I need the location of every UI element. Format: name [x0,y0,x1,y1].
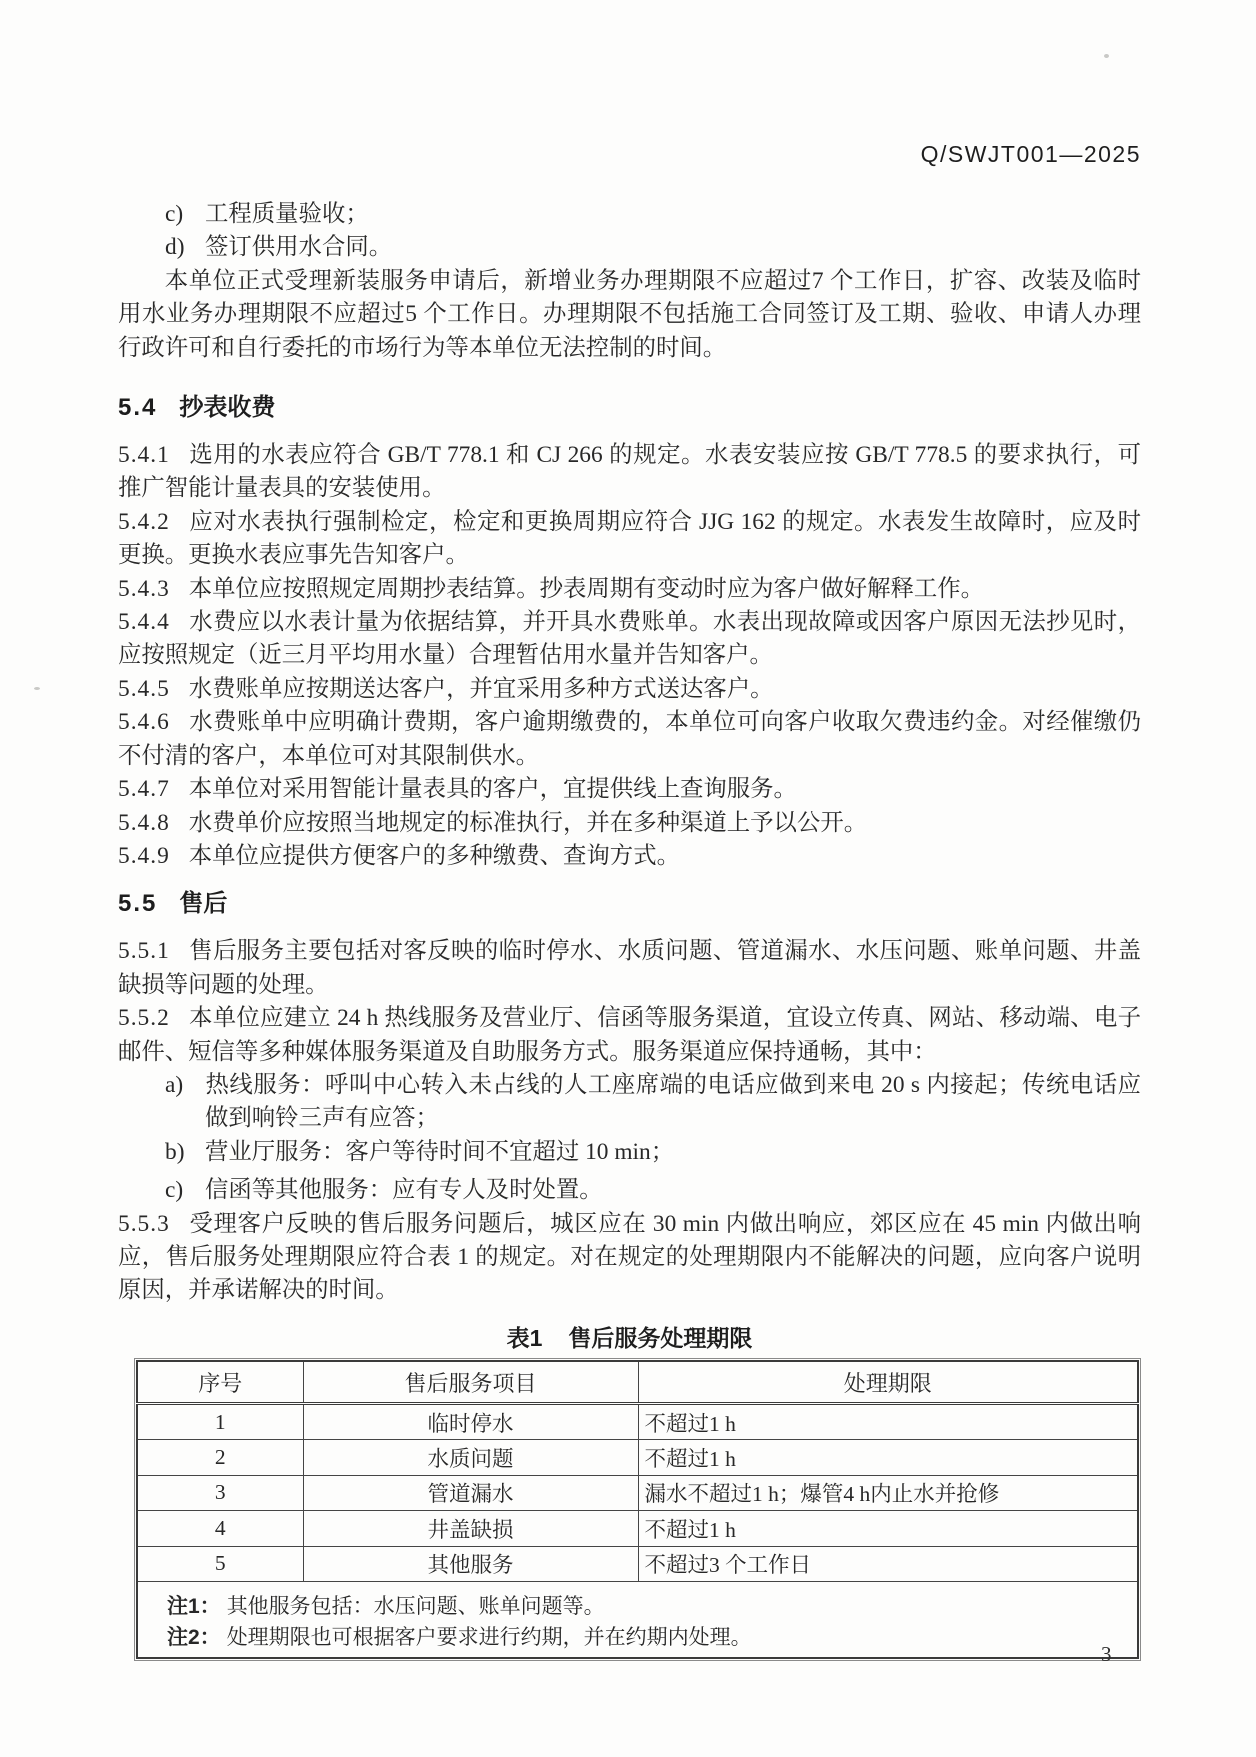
list-item-label: c) [165,201,184,227]
clause-text: 售后服务主要包括对客反映的临时停水、水质问题、管道漏水、水压问题、账单问题、井盖缺损等问题的处理。 [118,938,1141,998]
note-text: 处理期限也可根据客户要求进行约期，并在约期内处理。 [226,1624,752,1649]
clause-number: 5.4.4 [118,609,170,636]
clause-number: 5.4.7 [118,776,170,803]
clause-text: 本单位应建立 24 h 热线服务及营业厅、信函等服务渠道，宜设立传真、网站、移动端、电子邮件、短信等多种媒体服务渠道及自助服务方式。服务渠道应保持通畅，其中： [118,1005,1141,1065]
table-note-2 [167,1622,1127,1653]
note-label: 注1： [167,1594,221,1618]
note-label: 注2： [167,1625,221,1649]
table-title-text: 售后服务处理期限 [568,1325,753,1351]
list-item-d [118,231,1141,264]
list-item-label: b) [165,1138,185,1165]
table-header-row [137,1361,1138,1404]
clause-5-4-9 [118,840,1141,873]
clause-5-4-4 [118,606,1141,673]
clause-text: 水费账单应按期送达客户，并宜采用多种方式送达客户。 [188,675,774,702]
document-body [118,198,1141,1308]
table-cell-index: 2 [137,1440,303,1475]
clause-number: 5.4.3 [118,575,170,602]
table-header-deadline: 处理期限 [638,1361,1138,1404]
table-cell-service: 水质问题 [303,1440,638,1475]
note-text: 其他服务包括：水压问题、账单问题等。 [226,1593,605,1618]
list-item-text: 热线服务：呼叫中心转入未占线的人工座席端的电话应做到来电 20 s 内接起；传统电话应做到响铃三声有应答； [205,1071,1141,1132]
clause-text: 水费账单中应明确计费期，客户逾期缴费的，本单位可向客户收取欠费违约金。对经催缴仍不付清的客户，本单位可对其限制供水。 [118,709,1141,769]
scan-speck [34,687,40,690]
clause-number: 5.4.2 [118,508,170,535]
doc-number: Q/SWJT001—2025 [920,141,1141,167]
table-note-1 [167,1591,1127,1622]
clause-number: 5.5.1 [118,938,170,965]
list-item-text: 工程质量验收； [205,201,369,227]
table-cell-service: 井盖缺损 [303,1511,638,1546]
table-cell-index: 4 [137,1511,303,1546]
clause-5-4-8 [118,807,1141,840]
list-item-label: d) [165,234,185,261]
clause-5-4-1 [118,439,1141,506]
sublist-item-b [118,1136,1141,1169]
scan-speck [1104,54,1109,58]
table-cell-service: 管道漏水 [303,1475,638,1510]
table-row [137,1546,1138,1581]
clause-text: 本单位应提供方便客户的多种缴费、查询方式。 [188,842,680,869]
intro-paragraph: 本单位正式受理新装服务申请后，新增业务办理期限不应超过7 个工作日，扩容、改装及临时用水业务办理期限不应超过5 个工作日。办理期限不包括施工合同签订及工期、验收、申请人办理行政许可和自行委托的市场行为等本单位无法控制的时间。 [118,267,1141,361]
clause-5-4-2 [118,506,1141,573]
table-notes-cell [137,1581,1138,1658]
list-item-text: 信函等其他服务：应有专人及时处置。 [205,1177,603,1204]
clause-number: 5.4.5 [118,675,170,702]
table-cell-index: 1 [137,1404,303,1440]
sublist-item-a [118,1069,1141,1136]
section-number: 5.5 [118,890,158,918]
table-cell-deadline: 不超过1 h [638,1440,1138,1475]
clause-5-4-3 [118,573,1141,606]
after-sales-table [136,1360,1139,1659]
list-item-label: a) [165,1071,184,1098]
list-item-text: 营业厅服务：客户等待时间不宜超过 10 min； [205,1138,675,1165]
clause-number: 5.4.1 [118,442,170,469]
section-number: 5.4 [118,394,158,422]
clause-text: 本单位应按照规定周期抄表结算。抄表周期有变动时应为客户做好解释工作。 [188,575,985,602]
clause-number: 5.5.3 [118,1210,170,1237]
clause-text: 受理客户反映的售后服务问题后，城区应在 30 min 内做出响应，郊区应在 45 min 内做出响应，售后服务处理期限应符合表 1 的规定。对在规定的处理期限内不能解决的问题，应向客户说明原因，并承诺解决的时间。 [118,1210,1141,1304]
table-header-service: 售后服务项目 [303,1361,638,1404]
clause-text: 水费应以水表计量为依据结算，并开具水费账单。水表出现故障或因客户原因无法抄见时，应按照规定（近三月平均用水量）合理暂估用水量并告知客户。 [118,609,1141,669]
clause-5-5-2 [118,1002,1141,1069]
clause-5-4-5 [118,673,1141,706]
clause-number: 5.4.6 [118,709,170,736]
clause-text: 本单位对采用智能计量表具的客户，宜提供线上查询服务。 [188,776,797,803]
table-cell-service: 临时停水 [303,1404,638,1440]
list-item-label: c) [165,1177,184,1204]
clause-text: 应对水表执行强制检定，检定和更换周期应符合 JJG 162 的规定。水表发生故障时，应及时更换。更换水表应事先告知客户。 [118,508,1141,569]
table-cell-deadline: 不超过1 h [638,1511,1138,1546]
table-row [137,1511,1138,1546]
table-title-label: 表1 [506,1325,543,1351]
sublist-item-c [118,1174,1141,1207]
table-row [137,1475,1138,1510]
table-cell-deadline: 漏水不超过1 h；爆管4 h内止水并抢修 [638,1475,1138,1510]
section-title: 售后 [179,890,228,918]
page-number: 3 [1101,1642,1112,1666]
clause-5-4-7 [118,773,1141,806]
clause-number: 5.4.8 [118,809,170,836]
clause-5-4-6 [118,706,1141,773]
list-item-text: 签订供用水合同。 [205,234,393,261]
list-item-c [118,198,1141,231]
table-cell-index: 5 [137,1546,303,1581]
table-notes-row [137,1581,1138,1658]
clause-number: 5.5.2 [118,1005,170,1032]
clause-5-5-3 [118,1208,1141,1308]
table-cell-deadline: 不超过3 个工作日 [638,1546,1138,1581]
clause-5-5-1 [118,935,1141,1002]
section-heading-5-4 [118,391,1141,425]
section-title: 抄表收费 [179,394,276,422]
clause-text: 选用的水表应符合 GB/T 778.1 和 CJ 266 的规定。水表安装应按 GB/T 778.5 的要求执行，可推广智能计量表具的安装使用。 [118,442,1141,502]
clause-number: 5.4.9 [118,842,170,869]
table-header-index: 序号 [137,1361,303,1404]
section-heading-5-5 [118,887,1141,921]
table-cell-service: 其他服务 [303,1546,638,1581]
table-row [137,1440,1138,1475]
table-title [118,1320,1141,1353]
table-cell-deadline: 不超过1 h [638,1404,1138,1440]
table-cell-index: 3 [137,1475,303,1510]
clause-text: 水费单价应按照当地规定的标准执行，并在多种渠道上予以公开。 [188,809,868,836]
table-row [137,1404,1138,1440]
